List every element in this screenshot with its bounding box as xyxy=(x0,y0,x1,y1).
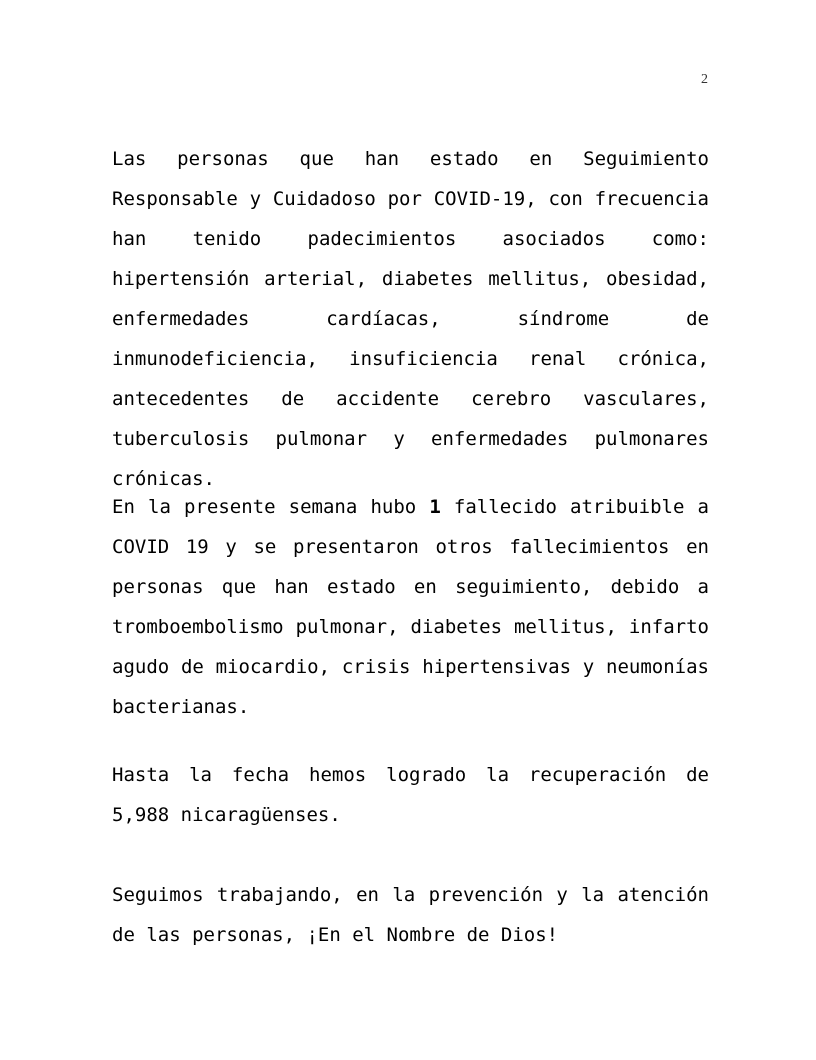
deaths-count: 1 xyxy=(429,496,441,518)
paragraph-deaths-detail: fallecido atribuible a COVID 19 y se presentaron otros fallecimientos en personas que han estado en seguimiento, debido a tromboembolismo pulmonar, diabetes mellitus, infarto agudo de miocardio, crisis hipertensivas y neumonías bacterianas. xyxy=(112,496,709,718)
paragraph-recoveries: Hasta la fecha hemos logrado la recuperación de 5,988 nicaragüenses. xyxy=(112,764,709,826)
paragraph-deaths xyxy=(112,487,709,727)
paragraph-comorbidities: Las personas que han estado en Seguimiento Responsable y Cuidadoso por COVID-19, con frecuencia han tenido padecimientos asociados como: hipertensión arterial, diabetes mellitus, obesidad, enfermedades cardíacas, síndrome de inmunodeficiencia, insuficiencia renal crónica, antecedentes de accidente cerebro vasculares, tuberculosis pulmonar y enfermedades pulmonares crónicas. xyxy=(112,148,709,490)
page-number: 2 xyxy=(701,72,708,87)
paragraph-closing: Seguimos trabajando, en la prevención y la atención de las personas, ¡En el Nombre de Dios! xyxy=(112,884,709,946)
paragraph-deaths-intro: En la presente semana hubo xyxy=(112,496,430,518)
